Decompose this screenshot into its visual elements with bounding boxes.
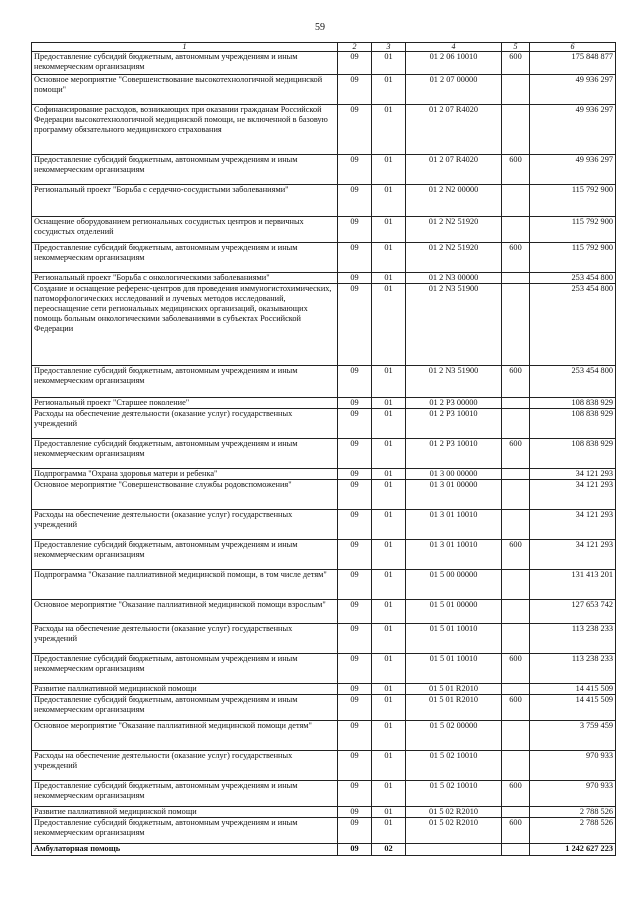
cell-section: 09	[338, 243, 372, 273]
cell-target-code: 01 2 P3 10010	[406, 409, 502, 439]
cell-subsection: 01	[372, 439, 406, 469]
budget-table	[31, 42, 616, 856]
cell-amount: 49 936 297	[530, 105, 616, 155]
cell-expense-type	[502, 684, 530, 695]
cell-target-code: 01 3 01 00000	[406, 480, 502, 510]
cell-target-code: 01 2 N3 51900	[406, 366, 502, 398]
cell-amount: 115 792 900	[530, 185, 616, 217]
cell-amount: 108 838 929	[530, 439, 616, 469]
cell-subsection: 01	[372, 105, 406, 155]
cell-expense-type: 600	[502, 366, 530, 398]
cell-amount: 970 933	[530, 751, 616, 781]
table-row	[32, 540, 616, 570]
cell-expense-type	[502, 217, 530, 243]
table-row	[32, 654, 616, 684]
cell-amount: 113 238 233	[530, 624, 616, 654]
cell-subsection: 01	[372, 409, 406, 439]
cell-name: Расходы на обеспечение деятельности (оказание услуг) государственных учреждений	[32, 751, 338, 781]
cell-subsection: 01	[372, 243, 406, 273]
cell-target-code: 01 3 00 00000	[406, 469, 502, 480]
cell-subsection: 01	[372, 540, 406, 570]
cell-name: Основное мероприятие "Оказание паллиативной медицинской помощи детям"	[32, 721, 338, 751]
cell-subsection: 01	[372, 654, 406, 684]
cell-target-code: 01 2 P3 10010	[406, 439, 502, 469]
cell-section: 09	[338, 398, 372, 409]
table-row	[32, 155, 616, 185]
cell-section: 09	[338, 807, 372, 818]
cell-section: 09	[338, 844, 372, 856]
table-row	[32, 818, 616, 844]
table-row	[32, 217, 616, 243]
table-row	[32, 284, 616, 366]
cell-section: 09	[338, 751, 372, 781]
table-row	[32, 366, 616, 398]
cell-name: Предоставление субсидий бюджетным, автономным учреждениям и иным некоммерческим организациям	[32, 654, 338, 684]
cell-name: Оснащение оборудованием региональных сосудистых центров и первичных сосудистых отделений	[32, 217, 338, 243]
cell-section: 09	[338, 540, 372, 570]
cell-amount: 115 792 900	[530, 243, 616, 273]
cell-section: 09	[338, 469, 372, 480]
cell-target-code: 01 2 N3 00000	[406, 273, 502, 284]
cell-name: Предоставление субсидий бюджетным, автономным учреждениям и иным некоммерческим организациям	[32, 818, 338, 844]
cell-name: Подпрограмма "Оказание паллиативной медицинской помощи, в том числе детям"	[32, 570, 338, 600]
header-cell-2: 2	[338, 43, 372, 52]
cell-target-code: 01 5 01 00000	[406, 600, 502, 624]
table-row	[32, 684, 616, 695]
cell-subsection: 01	[372, 480, 406, 510]
cell-name: Основное мероприятие "Оказание паллиативной медицинской помощи взрослым"	[32, 600, 338, 624]
header-cell-3: 3	[372, 43, 406, 52]
cell-expense-type: 600	[502, 781, 530, 807]
cell-expense-type: 600	[502, 818, 530, 844]
cell-section: 09	[338, 684, 372, 695]
cell-target-code: 01 5 02 00000	[406, 721, 502, 751]
cell-section: 09	[338, 600, 372, 624]
cell-expense-type	[502, 185, 530, 217]
cell-target-code: 01 2 N2 00000	[406, 185, 502, 217]
table-row	[32, 185, 616, 217]
cell-subsection: 01	[372, 366, 406, 398]
cell-target-code: 01 2 N2 51920	[406, 217, 502, 243]
cell-name: Основное мероприятие "Совершенствование высокотехнологичной медицинской помощи"	[32, 75, 338, 105]
cell-amount: 14 415 509	[530, 684, 616, 695]
cell-section: 09	[338, 105, 372, 155]
cell-section: 09	[338, 409, 372, 439]
cell-expense-type	[502, 284, 530, 366]
cell-amount: 175 848 877	[530, 52, 616, 75]
cell-name: Предоставление субсидий бюджетным, автономным учреждениям и иным некоммерческим организациям	[32, 243, 338, 273]
cell-amount: 49 936 297	[530, 155, 616, 185]
cell-target-code: 01 5 02 10010	[406, 751, 502, 781]
cell-subsection: 01	[372, 469, 406, 480]
cell-section: 09	[338, 570, 372, 600]
cell-expense-type: 600	[502, 695, 530, 721]
cell-amount: 253 454 800	[530, 284, 616, 366]
cell-section: 09	[338, 439, 372, 469]
cell-name: Региональный проект "Борьба с онкологическими заболеваниями"	[32, 273, 338, 284]
cell-subsection: 01	[372, 624, 406, 654]
cell-target-code: 01 5 01 10010	[406, 654, 502, 684]
cell-target-code: 01 2 N3 51900	[406, 284, 502, 366]
cell-expense-type: 600	[502, 243, 530, 273]
cell-subsection: 01	[372, 217, 406, 243]
cell-section: 09	[338, 818, 372, 844]
cell-name: Расходы на обеспечение деятельности (оказание услуг) государственных учреждений	[32, 409, 338, 439]
cell-amount: 34 121 293	[530, 469, 616, 480]
cell-expense-type	[502, 570, 530, 600]
cell-target-code: 01 2 06 10010	[406, 52, 502, 75]
header-cell-1: 1	[32, 43, 338, 52]
table-row	[32, 570, 616, 600]
cell-target-code: 01 5 02 R2010	[406, 807, 502, 818]
cell-subsection: 01	[372, 721, 406, 751]
table-row	[32, 469, 616, 480]
cell-name: Софинансирование расходов, возникающих при оказании гражданам Российской Федерации высокотехнологичной медицинской помощи, не включенной в базовую программу обязательного медицинского страхования	[32, 105, 338, 155]
cell-section: 09	[338, 654, 372, 684]
cell-section: 09	[338, 624, 372, 654]
cell-subsection: 01	[372, 510, 406, 540]
header-cell-5: 5	[502, 43, 530, 52]
cell-target-code: 01 3 01 10010	[406, 540, 502, 570]
table-row	[32, 480, 616, 510]
cell-target-code: 01 5 01 10010	[406, 624, 502, 654]
cell-subsection: 01	[372, 781, 406, 807]
cell-expense-type	[502, 469, 530, 480]
cell-expense-type	[502, 105, 530, 155]
cell-target-code: 01 2 N2 51920	[406, 243, 502, 273]
cell-subsection: 01	[372, 807, 406, 818]
header-cell-6: 6	[530, 43, 616, 52]
cell-expense-type	[502, 409, 530, 439]
cell-name: Расходы на обеспечение деятельности (оказание услуг) государственных учреждений	[32, 624, 338, 654]
cell-section: 09	[338, 75, 372, 105]
cell-section: 09	[338, 781, 372, 807]
cell-subsection: 01	[372, 155, 406, 185]
cell-expense-type: 600	[502, 654, 530, 684]
cell-target-code: 01 2 P3 00000	[406, 398, 502, 409]
cell-section: 09	[338, 185, 372, 217]
cell-target-code: 01 5 01 R2010	[406, 684, 502, 695]
cell-subsection: 01	[372, 273, 406, 284]
cell-amount: 1 242 627 223	[530, 844, 616, 856]
cell-expense-type	[502, 510, 530, 540]
cell-name: Амбулаторная помощь	[32, 844, 338, 856]
cell-expense-type: 600	[502, 155, 530, 185]
cell-subsection: 01	[372, 695, 406, 721]
cell-expense-type	[502, 721, 530, 751]
table-row	[32, 751, 616, 781]
cell-target-code: 01 5 01 R2010	[406, 695, 502, 721]
cell-amount: 34 121 293	[530, 480, 616, 510]
cell-target-code	[406, 844, 502, 856]
cell-subsection: 01	[372, 751, 406, 781]
table-row	[32, 409, 616, 439]
header-cell-4: 4	[406, 43, 502, 52]
cell-name: Создание и оснащение референс-центров для проведения иммуногистохимических, патоморфологических исследований и лучевых методов исследований, переоснащение сети региональных медицинских организаций, оказывающих помощь больным онкологическими заболеваниями в субъектах Российской Федерации	[32, 284, 338, 366]
cell-amount: 127 653 742	[530, 600, 616, 624]
cell-amount: 3 759 459	[530, 721, 616, 751]
cell-amount: 253 454 800	[530, 273, 616, 284]
cell-name: Региональный проект "Старшее поколение"	[32, 398, 338, 409]
cell-expense-type	[502, 624, 530, 654]
cell-name: Предоставление субсидий бюджетным, автономным учреждениям и иным некоммерческим организациям	[32, 366, 338, 398]
cell-section: 09	[338, 273, 372, 284]
table-row	[32, 273, 616, 284]
cell-expense-type: 600	[502, 439, 530, 469]
table-row	[32, 243, 616, 273]
cell-name: Предоставление субсидий бюджетным, автономным учреждениям и иным некоммерческим организациям	[32, 540, 338, 570]
table-row	[32, 600, 616, 624]
cell-target-code: 01 5 02 10010	[406, 781, 502, 807]
cell-amount: 253 454 800	[530, 366, 616, 398]
cell-subsection: 02	[372, 844, 406, 856]
cell-amount: 2 788 526	[530, 818, 616, 844]
cell-expense-type: 600	[502, 540, 530, 570]
cell-expense-type: 600	[502, 52, 530, 75]
cell-amount: 2 788 526	[530, 807, 616, 818]
cell-amount: 49 936 297	[530, 75, 616, 105]
cell-section: 09	[338, 155, 372, 185]
table-row	[32, 624, 616, 654]
cell-target-code: 01 5 02 R2010	[406, 818, 502, 844]
cell-subsection: 01	[372, 570, 406, 600]
table-row	[32, 510, 616, 540]
cell-target-code: 01 3 01 10010	[406, 510, 502, 540]
cell-target-code: 01 5 00 00000	[406, 570, 502, 600]
cell-name: Основное мероприятие "Совершенствование службы родовспоможения"	[32, 480, 338, 510]
cell-expense-type	[502, 844, 530, 856]
cell-section: 09	[338, 480, 372, 510]
cell-subsection: 01	[372, 600, 406, 624]
cell-amount: 108 838 929	[530, 409, 616, 439]
cell-subsection: 01	[372, 284, 406, 366]
cell-expense-type	[502, 398, 530, 409]
cell-subsection: 01	[372, 52, 406, 75]
table-row	[32, 52, 616, 75]
cell-amount: 14 415 509	[530, 695, 616, 721]
cell-name: Подпрограмма "Охрана здоровья матери и ребенка"	[32, 469, 338, 480]
table-row	[32, 75, 616, 105]
cell-section: 09	[338, 366, 372, 398]
cell-amount: 34 121 293	[530, 540, 616, 570]
cell-section: 09	[338, 510, 372, 540]
cell-amount: 113 238 233	[530, 654, 616, 684]
cell-name: Предоставление субсидий бюджетным, автономным учреждениям и иным некоммерческим организациям	[32, 52, 338, 75]
table-row	[32, 398, 616, 409]
cell-expense-type	[502, 75, 530, 105]
table-row	[32, 721, 616, 751]
cell-amount: 108 838 929	[530, 398, 616, 409]
cell-target-code: 01 2 07 R4020	[406, 105, 502, 155]
cell-subsection: 01	[372, 398, 406, 409]
table-body	[32, 43, 616, 856]
cell-target-code: 01 2 07 R4020	[406, 155, 502, 185]
cell-name: Предоставление субсидий бюджетным, автономным учреждениям и иным некоммерческим организациям	[32, 781, 338, 807]
cell-expense-type	[502, 751, 530, 781]
cell-name: Развитие паллиативной медицинской помощи	[32, 684, 338, 695]
cell-expense-type	[502, 273, 530, 284]
table-row	[32, 695, 616, 721]
cell-amount: 131 413 201	[530, 570, 616, 600]
cell-section: 09	[338, 284, 372, 366]
cell-name: Предоставление субсидий бюджетным, автономным учреждениям и иным некоммерческим организациям	[32, 439, 338, 469]
table-row	[32, 105, 616, 155]
cell-name: Предоставление субсидий бюджетным, автономным учреждениям и иным некоммерческим организациям	[32, 695, 338, 721]
cell-expense-type	[502, 480, 530, 510]
cell-name: Развитие паллиативной медицинской помощи	[32, 807, 338, 818]
header-row	[32, 43, 616, 52]
cell-target-code: 01 2 07 00000	[406, 75, 502, 105]
cell-subsection: 01	[372, 185, 406, 217]
cell-section: 09	[338, 721, 372, 751]
table-row	[32, 844, 616, 856]
cell-amount: 970 933	[530, 781, 616, 807]
cell-name: Расходы на обеспечение деятельности (оказание услуг) государственных учреждений	[32, 510, 338, 540]
cell-section: 09	[338, 695, 372, 721]
cell-expense-type	[502, 807, 530, 818]
cell-name: Предоставление субсидий бюджетным, автономным учреждениям и иным некоммерческим организациям	[32, 155, 338, 185]
cell-name: Региональный проект "Борьба с сердечно-сосудистыми заболеваниями"	[32, 185, 338, 217]
cell-amount: 115 792 900	[530, 217, 616, 243]
table-row	[32, 807, 616, 818]
cell-section: 09	[338, 52, 372, 75]
cell-subsection: 01	[372, 75, 406, 105]
cell-subsection: 01	[372, 818, 406, 844]
table-row	[32, 439, 616, 469]
cell-subsection: 01	[372, 684, 406, 695]
table-row	[32, 781, 616, 807]
cell-section: 09	[338, 217, 372, 243]
cell-expense-type	[502, 600, 530, 624]
page-number: 59	[315, 22, 325, 33]
cell-amount: 34 121 293	[530, 510, 616, 540]
